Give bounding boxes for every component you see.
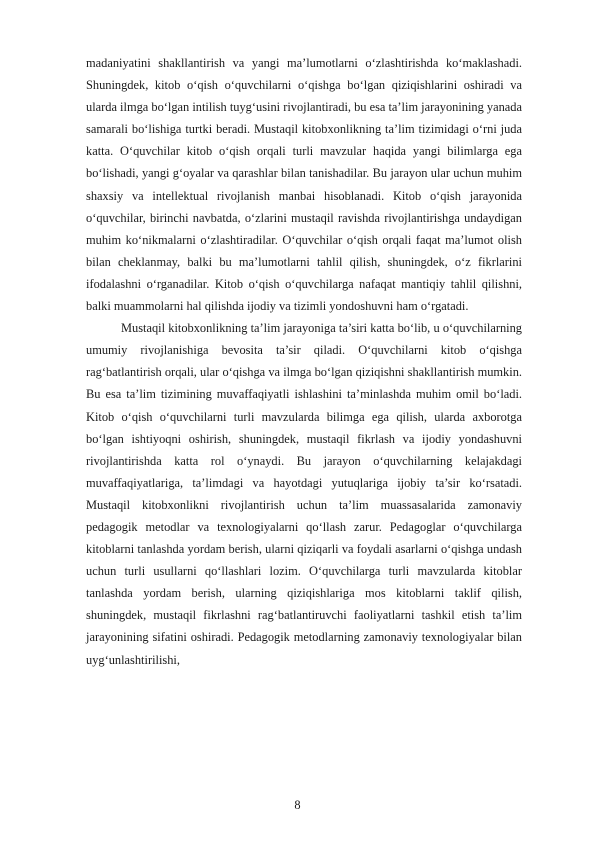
document-page <box>86 52 522 671</box>
page-number: 8 <box>294 798 301 812</box>
body-paragraph-2: Mustaqil kitobxonlikning ta’lim jarayoniga ta’siri katta bo‘lib, u o‘quvchilarning umumiy rivojlanishiga bevosita ta’sir qiladi. O‘quvchilarni kitob o‘qishga rag‘batlantirish orqali, ular o‘qishga va ilmga bo‘lgan qiziqishni shakllantirish mumkin. Bu esa ta’lim tizimining muvaffaqiyatli ishlashini ta’minlashda muhim omil bo‘ladi. Kitob o‘qish o‘quvchilarni turli mavzularda bilimga ega qilish, ularda axborotga bo‘lgan ishtiyoqni oshirish, shuningdek, mustaqil fikrlash va ijodiy yondashuvni rivojlantirishda katta rol o‘ynaydi. Bu jarayon o‘quvchilarning kelajakdagi muvaffaqiyatlariga, ta’limdagi va hayotdagi yutuqlariga ijobiy ta’sir ko‘rsatadi. Mustaqil kitobxonlikni rivojlantirish uchun ta’lim muassasalarida zamonaviy pedagogik metodlar va texnologiyalarni qo‘llash zarur. Pedagoglar o‘quvchilarga kitoblarni tanlashda yordam berish, ularni qiziqarli va foydali asarlarni o‘qishga undash uchun turli usullarni qo‘llashlari lozim. O‘quvchilarga turli mavzularda kitoblar tanlashda yordam berish, ularning qiziqishlariga mos kitoblarni taklif qilish, shuningdek, mustaqil fikrlashni rag‘batlantiruvchi faoliyatlarni tashkil etish ta’lim jarayonining sifatini oshiradi. Pedagogik metodlarning zamonaviy texnologiyalar bilan uyg‘unlashtirilishi, <box>86 321 522 667</box>
body-paragraph-1: madaniyatini shakllantirish va yangi ma’lumotlarni o‘zlashtirishda ko‘maklashadi. Shuningdek, kitob o‘qish o‘quvchilarni o‘qishga bo‘lgan qiziqishlarini oshiradi va ularda ilmga bo‘lgan intilish tuyg‘usini rivojlantiradi, bu esa ta’lim jarayonining yanada samarali bo‘lishiga turtki beradi. Mustaqil kitobxonlikning ta’lim tizimidagi o‘rni juda katta. O‘quvchilar kitob o‘qish orqali turli mavzular haqida yangi bilimlarga ega bo‘lishadi, yangi g‘oyalar va qarashlar bilan tanishadilar. Bu jarayon ular uchun muhim shaxsiy va intellektual rivojlanish manbai hisoblanadi. Kitob o‘qish jarayonida o‘quvchilar, birinchi navbatda, o‘zlarini mustaqil ravishda rivojlantirishga undaydigan muhim ko‘nikmalarni o‘zlashtiradilar. O‘quvchilar o‘qish orqali faqat ma’lumot olish bilan cheklanmay, balki bu ma’lumotlarni tahlil qilish, shuningdek, o‘z fikrlarini ifodalashni o‘rganadilar. Kitob o‘qish o‘quvchilarga nafaqat mantiqiy tahlil qilishni, balki muammolarni hal qilishda ijodiy va tizimli yondoshuvni ham o‘rgatadi. <box>86 56 522 314</box>
